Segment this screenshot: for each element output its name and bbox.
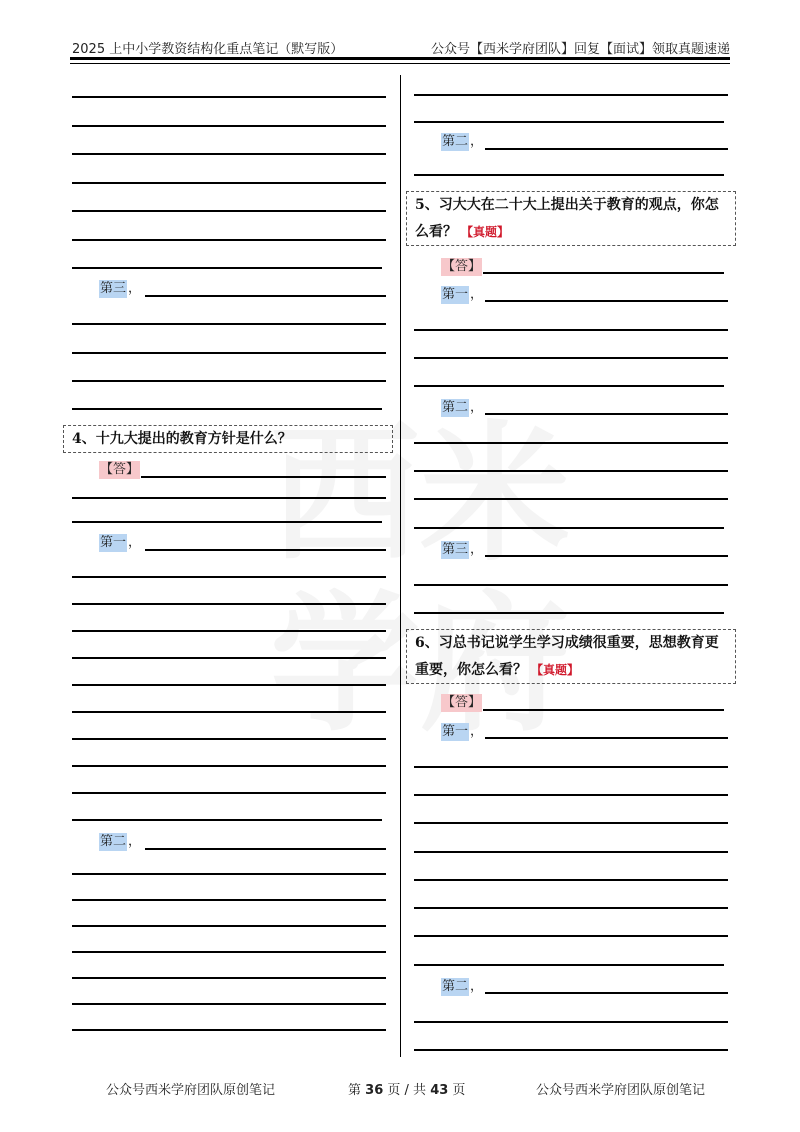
label-answer: 【答】 [442,259,482,274]
blank-line [72,267,382,269]
blank-line [414,121,724,123]
blank-line [414,935,728,937]
blank-line [72,182,386,184]
question-4-text: 4、十九大提出的教育方针是什么？ [72,431,292,447]
blank-line [72,210,386,212]
question-6 [406,629,736,684]
label-answer: 【答】 [442,695,482,710]
blank-line [72,408,382,410]
blank-line [72,925,386,927]
blank-line [72,977,386,979]
blank-line [72,684,386,686]
label-first: 第一 [442,724,469,739]
blank-line [414,879,728,881]
answer-line [485,300,728,302]
blank-line [72,323,386,325]
blank-line [72,711,386,713]
page-total: 43 [430,1083,449,1098]
blank-line [72,1003,386,1005]
label-first: 第一 [442,287,469,302]
page-prefix: 第 [348,1083,362,1098]
blank-line [414,822,728,824]
label-third: 第三 [100,281,127,296]
blank-line [414,1021,728,1023]
blank-line [72,951,386,953]
label-comma: ， [470,400,484,415]
blank-line [414,385,724,387]
blank-line [414,527,724,529]
column-divider [400,75,401,1057]
blank-line [72,630,386,632]
label-comma: ， [470,979,484,994]
blank-line [72,96,386,98]
blank-line [72,380,386,382]
label-comma: ， [128,834,142,849]
blank-line [414,442,728,444]
answer-line [483,272,724,274]
page-middle: 页 / 共 [387,1083,427,1098]
blank-line [72,576,386,578]
label-first: 第一 [100,535,127,550]
page-current: 36 [365,1083,384,1098]
blank-line [72,899,386,901]
blank-line [72,125,386,127]
answer-line [485,737,728,739]
blank-line [414,470,728,472]
blank-line [72,765,386,767]
page-suffix: 页 [452,1083,466,1098]
label-second: 第二 [100,834,127,849]
header-rule-thick [70,57,730,60]
blank-line [72,497,386,499]
question-4 [63,425,393,453]
answer-line [145,549,386,551]
watermark [270,410,570,750]
blank-line [72,239,386,241]
header-title: 2025 上中小学教资结构化重点笔记（默写版） [72,42,344,57]
question-5 [406,191,736,246]
label-answer: 【答】 [100,462,140,477]
blank-line [414,498,728,500]
label-third: 第三 [442,542,469,557]
answer-line [145,295,386,297]
blank-line [72,603,386,605]
blank-line [72,792,386,794]
blank-line [414,766,728,768]
blank-line [72,657,386,659]
blank-line [414,794,728,796]
label-comma: ， [128,281,142,296]
question-6-tag: 【真题】 [531,663,580,677]
blank-line [414,584,728,586]
blank-line [72,352,386,354]
answer-line [485,413,728,415]
label-second: 第二 [442,134,469,149]
footer-right: 公众号西米学府团队原创笔记 [536,1083,706,1098]
header-promo: 公众号【西米学府团队】回复【面试】领取真题速递 [430,42,730,57]
answer-line [141,476,386,478]
blank-line [414,1049,728,1051]
header-rule-thin [70,63,730,64]
blank-line [414,612,724,614]
label-comma: ， [470,134,484,149]
blank-line [72,873,386,875]
label-second: 第二 [442,400,469,415]
blank-line [414,964,724,966]
blank-line [72,153,386,155]
blank-line [414,94,728,96]
answer-line [485,992,728,994]
answer-line [485,555,728,557]
answer-line [485,148,728,150]
blank-line [72,521,382,523]
blank-line [72,819,382,821]
page-number [348,1079,465,1098]
label-comma: ， [470,724,484,739]
label-comma: ， [470,287,484,302]
blank-line [414,357,728,359]
label-comma: ， [470,542,484,557]
footer-left: 公众号西米学府团队原创笔记 [106,1083,276,1098]
question-5-text: 5、习大大在二十大上提出关于教育的观点，你怎么看？ [415,197,719,240]
blank-line [414,851,728,853]
blank-line [414,907,728,909]
question-6-text: 6、习总书记说学生学习成绩很重要，思想教育更重要，你怎么看？ [415,635,719,678]
answer-line [145,848,386,850]
blank-line [72,738,386,740]
label-comma: ， [128,535,142,550]
answer-line [483,709,724,711]
question-5-tag: 【真题】 [461,225,510,239]
blank-line [414,174,724,176]
blank-line [72,1029,386,1031]
label-second: 第二 [442,979,469,994]
blank-line [414,329,728,331]
